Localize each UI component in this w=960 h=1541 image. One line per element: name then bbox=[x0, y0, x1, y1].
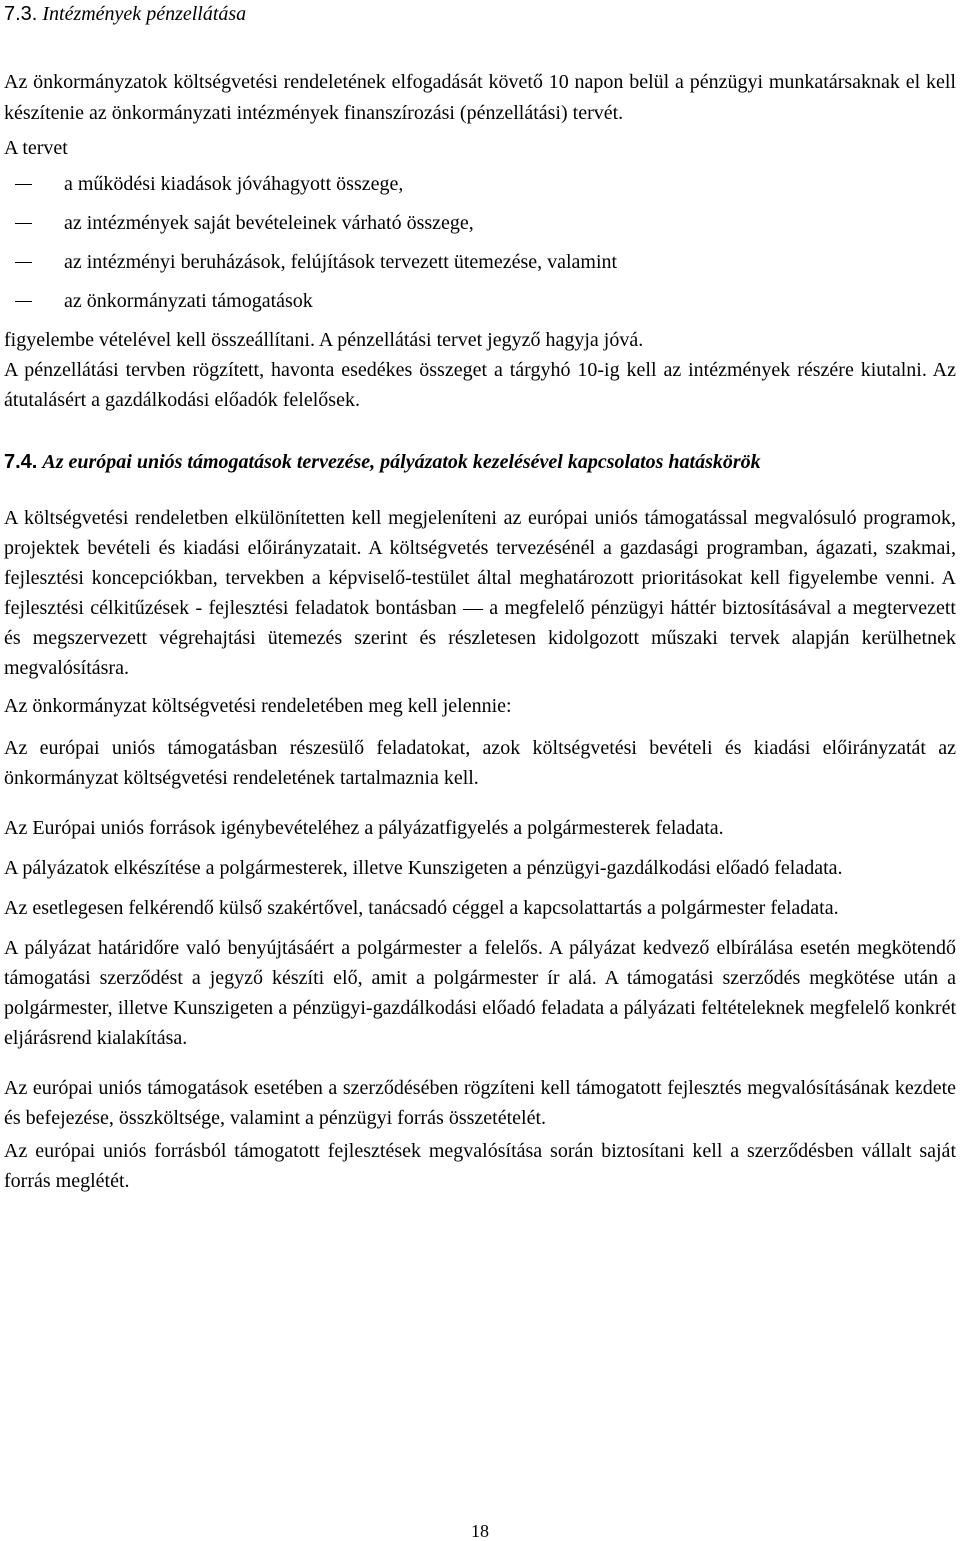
dash-bullet-icon bbox=[15, 223, 32, 224]
dash-bullet-icon bbox=[15, 301, 32, 302]
paragraph-tender-preparation: A pályázatok elkészítése a polgármesterek, illetve Kunszigeten a pénzügyi-gazdálkodási előadó feladata. bbox=[4, 857, 843, 879]
section-number: 7.4. bbox=[4, 451, 38, 473]
list-lead: A tervet bbox=[4, 137, 68, 159]
section-7-4 bbox=[4, 449, 956, 1196]
paragraph-eu-budget: A költségvetési rendeletben elkülönítetten kell megjeleníteni az európai uniós támogatással megvalósuló programok, projektek bevételi és kiadási előirányzatait. A költségvetés tervezésénél a gazdasági programban, ágazati, szakmai, fejlesztési koncepciókban, tervekben a képviselő-testület által meghatározott prioritásokat kell figyelembe venni. A fejlesztési célkitűzések - fejlesztési feladatok bontásban — a megfelelő pénzügyi háttér biztosításával a megtervezett és megszervezett végrehajtási ütemezés szerint és részletesen kidolgozott műszaki tervek alapján kerülhetnek megvalósításra. bbox=[4, 507, 956, 679]
paragraph-contract-content: Az európai uniós támogatások esetében a szerződésében rögzíteni kell támogatott fejlesztés megvalósításának kezdete és befejezése, összköltsége, valamint a pénzügyi forrás összetételét. bbox=[4, 1077, 956, 1129]
requirements-list bbox=[4, 165, 956, 321]
document-page bbox=[4, 0, 956, 1196]
list-item: az intézmények saját bevételeinek várható összege, bbox=[4, 204, 956, 243]
list-item: az önkormányzati támogatások bbox=[4, 282, 956, 321]
paragraph-budget-must-contain: Az önkormányzat költségvetési rendeletében meg kell jelennie: bbox=[4, 695, 512, 717]
section-number: 7.3. bbox=[4, 3, 38, 25]
page-number: 18 bbox=[471, 1521, 489, 1541]
section-7-3 bbox=[4, 0, 956, 415]
dash-bullet-icon bbox=[15, 262, 32, 263]
transfer-paragraph: A pénzellátási tervben rögzített, havonta esedékes összeget a tárgyhó 10-ig kell az intézmények részére kiutalni. Az átutalásért a gazdálkodási előadók felelősek. bbox=[4, 359, 956, 411]
list-item: az intézményi beruházások, felújítások tervezett ütemezése, valamint bbox=[4, 243, 956, 282]
list-item: a működési kiadások jóváhagyott összege, bbox=[4, 165, 956, 204]
section-heading bbox=[4, 449, 956, 475]
paragraph-external-experts: Az esetlegesen felkérendő külső szakértővel, tanácsadó céggel a kapcsolattartás a polgármester feladata. bbox=[4, 897, 839, 919]
section-title: Intézmények pénzellátása bbox=[42, 3, 247, 25]
paragraph-tender-submission: A pályázat határidőre való benyújtásáért a polgármester a felelős. A pályázat kedvező elbírálása esetén megkötendő támogatási szerződést a jegyző készíti elő, amit a polgármester ír alá. A támogatási szerződés megkötése után a polgármester, illetve Kunszigeten a pénzügyi-gazdálkodási előadó feladata a pályázati feltételeknek megfelelő konkrét eljárásrend kialakítása. bbox=[4, 937, 956, 1049]
after-list-paragraph: figyelembe vételével kell összeállítani. A pénzellátási tervet jegyző hagyja jóvá. bbox=[4, 329, 644, 351]
section-heading bbox=[4, 0, 956, 27]
paragraph-eu-tasks: Az európai uniós támogatásban részesülő feladatokat, azok költségvetési bevételi és kiadási előirányzatát az önkormányzat költségvetési rendeletének tartalmaznia kell. bbox=[4, 737, 956, 789]
intro-paragraph: Az önkormányzatok költségvetési rendeletének elfogadását követő 10 napon belül a pénzügyi munkatársaknak el kell készítenie az önkormányzati intézmények finanszírozási (pénzellátási) tervét. bbox=[4, 71, 956, 124]
section-title: Az európai uniós támogatások tervezése, pályázatok kezelésével kapcsolatos hatáskörök bbox=[42, 451, 761, 473]
paragraph-own-resources: Az európai uniós forrásból támogatott fejlesztések megvalósítása során biztosítani kell a szerződésben vállalt saját forrás meglétét. bbox=[4, 1140, 956, 1192]
paragraph-tender-monitoring: Az Európai uniós források igénybevételéhez a pályázatfigyelés a polgármesterek feladata. bbox=[4, 817, 724, 839]
dash-bullet-icon bbox=[15, 184, 32, 185]
